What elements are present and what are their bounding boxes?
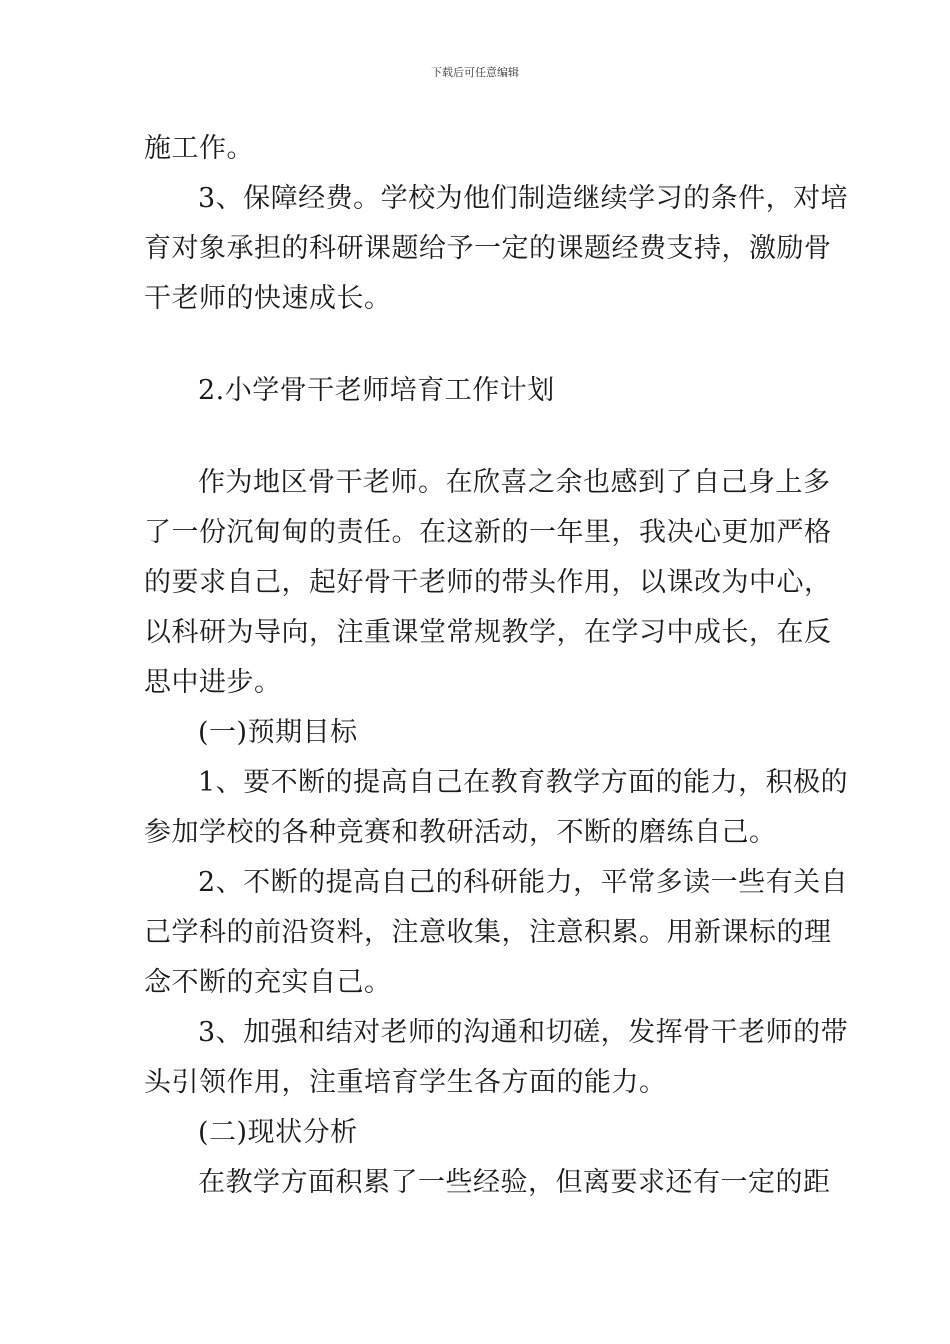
document-body: [144, 124, 849, 1208]
paragraph-line: 在教学方面积累了一些经验，但离要求还有一定的距: [198, 1167, 831, 1198]
paragraph-line: 作为地区骨干老师。在欣喜之余也感到了自己身上多: [198, 467, 831, 498]
subsection-heading: (二)现状分析: [198, 1117, 358, 1148]
paragraph-line: 干老师的快速成长。: [144, 283, 392, 314]
paragraph-line: 2、不断的提高自己的科研能力，平常多读一些有关自: [198, 867, 849, 898]
paragraph-line: 以科研为导向，注重课堂常规教学，在学习中成长，在反: [144, 617, 832, 648]
paragraph-line: 思中进步。: [144, 667, 282, 698]
paragraph-line: 己学科的前沿资料，注意收集，注意积累。用新课标的理: [144, 917, 832, 948]
blank-spacer: [144, 416, 808, 458]
page-header: 下载后可任意编辑: [431, 66, 519, 79]
subsection-heading: (一)预期目标: [198, 717, 358, 748]
paragraph-line: 3、保障经费。学校为他们制造继续学习的条件，对培: [198, 183, 849, 214]
paragraph-line: 的要求自己，起好骨干老师的带头作用，以课改为中心，: [144, 567, 832, 598]
paragraph-line: 念不断的充实自己。: [144, 967, 392, 998]
paragraph-line: 3、加强和结对老师的沟通和切磋，发挥骨干老师的带: [198, 1017, 849, 1048]
paragraph-line: 育对象承担的科研课题给予一定的课题经费支持，激励骨: [144, 233, 832, 264]
paragraph-line: 1、要不断的提高自己在教育教学方面的能力，积极的: [198, 767, 849, 798]
paragraph-line: 施工作。: [144, 133, 254, 164]
paragraph-line: 了一份沉甸甸的责任。在这新的一年里，我决心更加严格: [144, 517, 832, 548]
paragraph-line: 头引领作用，注重培育学生各方面的能力。: [144, 1067, 667, 1098]
blank-spacer: [144, 324, 808, 366]
paragraph-line: 参加学校的各种竞赛和教研活动，不断的磨练自己。: [144, 817, 777, 848]
section-heading: 2.小学骨干老师培育工作计划: [198, 375, 555, 406]
